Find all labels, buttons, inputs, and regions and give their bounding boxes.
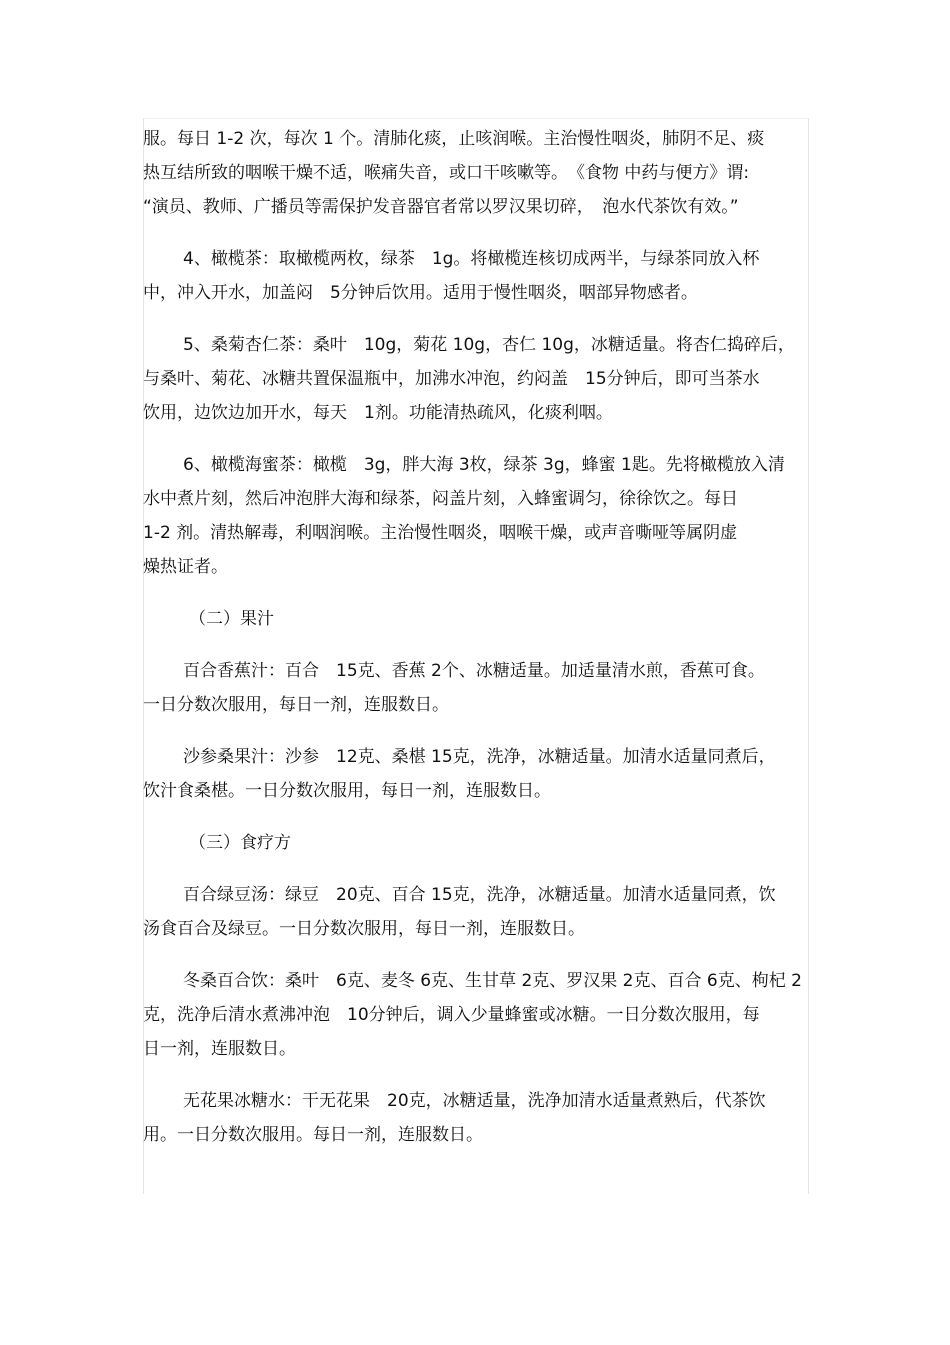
text-line: 热互结所致的咽喉干燥不适，喉痛失音，或口干咳嗽等。 《食物 中药与便方》谓:	[143, 163, 750, 183]
text-line: 一日分数次服用，每日一剂，连服数日。	[143, 695, 449, 715]
text-line: 中，冲入开水，加盖闷 5分钟后饮用。适用于慢性咽炎，咽部异物感者。	[143, 283, 698, 303]
text-line: 无花果冰糖水：干无花果 20克，冰糖适量，洗净加清水适量煮熟后，代茶饮	[183, 1091, 766, 1111]
paragraph-lily-banana-juice	[143, 654, 807, 722]
text-line: 1-2 剂。清热解毒，利咽润喉。主治慢性咽炎，咽喉干燥，或声音嘶哑等属阴虚	[143, 523, 738, 543]
text-line: 4、橄榄茶：取橄榄两枚，绿茶 1g。将橄榄连核切成两半，与绿茶同放入杯	[183, 249, 760, 269]
text-line: 冬桑百合饮：桑叶 6克、麦冬 6克、生甘草 2克、罗汉果 2克、百合 6克、枸杞 2	[183, 971, 802, 991]
section-heading-juice	[143, 602, 807, 636]
text-line: 与桑叶、菊花、冰糖共置保温瓶中，加沸水冲泡，约闷盖 15分钟后，即可当茶水	[143, 369, 760, 389]
text-line: “演员、教师、广播员等需保护发音器官者常以罗汉果切碎， 泡水代茶饮有效。”	[143, 197, 739, 217]
heading-text: （二）果汁	[189, 609, 274, 629]
document-body	[143, 122, 807, 1152]
text-line: 水中煮片刻，然后冲泡胖大海和绿茶，闷盖片刻，入蜂蜜调匀，徐徐饮之。每日	[143, 489, 738, 509]
text-line: 沙参桑果汁：沙参 12克、桑椹 15克，洗净，冰糖适量。加清水适量同煮后，	[183, 747, 776, 767]
text-line: 饮用，边饮边加开水，每天 1剂。功能清热疏风，化痰利咽。	[143, 403, 613, 423]
text-line: 克，洗净后清水煮沸冲泡 10分钟后，调入少量蜂蜜或冰糖。一日分数次服用，每	[143, 1005, 760, 1025]
text-line: 6、橄榄海蜜茶：橄榄 3g，胖大海 3枚，绿茶 3g，蜂蜜 1匙。先将橄榄放入清	[183, 455, 785, 475]
paragraph-olive-honey-tea	[143, 448, 807, 584]
heading-text: （三）食疗方	[189, 833, 291, 853]
text-line: 日一剂，连服数日。	[143, 1039, 296, 1059]
paragraph-mulberry-chrysanthemum-tea	[143, 328, 807, 430]
text-line: 服。每日 1-2 次，每次 1 个。清肺化痰，止咳润喉。主治慢性咽炎，肺阴不足、痰	[143, 129, 765, 149]
paragraph-fig-rock-sugar-water	[143, 1084, 807, 1152]
section-heading-diet-therapy	[143, 826, 807, 860]
paragraph-shashen-mulberry-juice	[143, 740, 807, 808]
text-line: 5、桑菊杏仁茶：桑叶 10g，菊花 10g，杏仁 10g，冰糖适量。将杏仁捣碎后，	[183, 335, 795, 355]
text-line: 百合香蕉汁：百合 15克、香蕉 2个、冰糖适量。加适量清水煎，香蕉可食。	[183, 661, 765, 681]
text-line: 饮汁食桑椹。一日分数次服用，每日一剂，连服数日。	[143, 781, 551, 801]
paragraph-lily-mungbean-soup	[143, 878, 807, 946]
text-line: 百合绿豆汤：绿豆 20克、百合 15克，洗净，冰糖适量。加清水适量同煮，饮	[183, 885, 776, 905]
paragraph-olive-tea	[143, 242, 807, 310]
paragraph-luohanguo-continued	[143, 122, 807, 224]
text-line: 汤食百合及绿豆。一日分数次服用，每日一剂，连服数日。	[143, 919, 585, 939]
text-line: 燥热证者。	[143, 557, 228, 577]
text-line: 用。一日分数次服用。每日一剂，连服数日。	[143, 1125, 483, 1145]
paragraph-dongsang-lily-drink	[143, 964, 807, 1066]
